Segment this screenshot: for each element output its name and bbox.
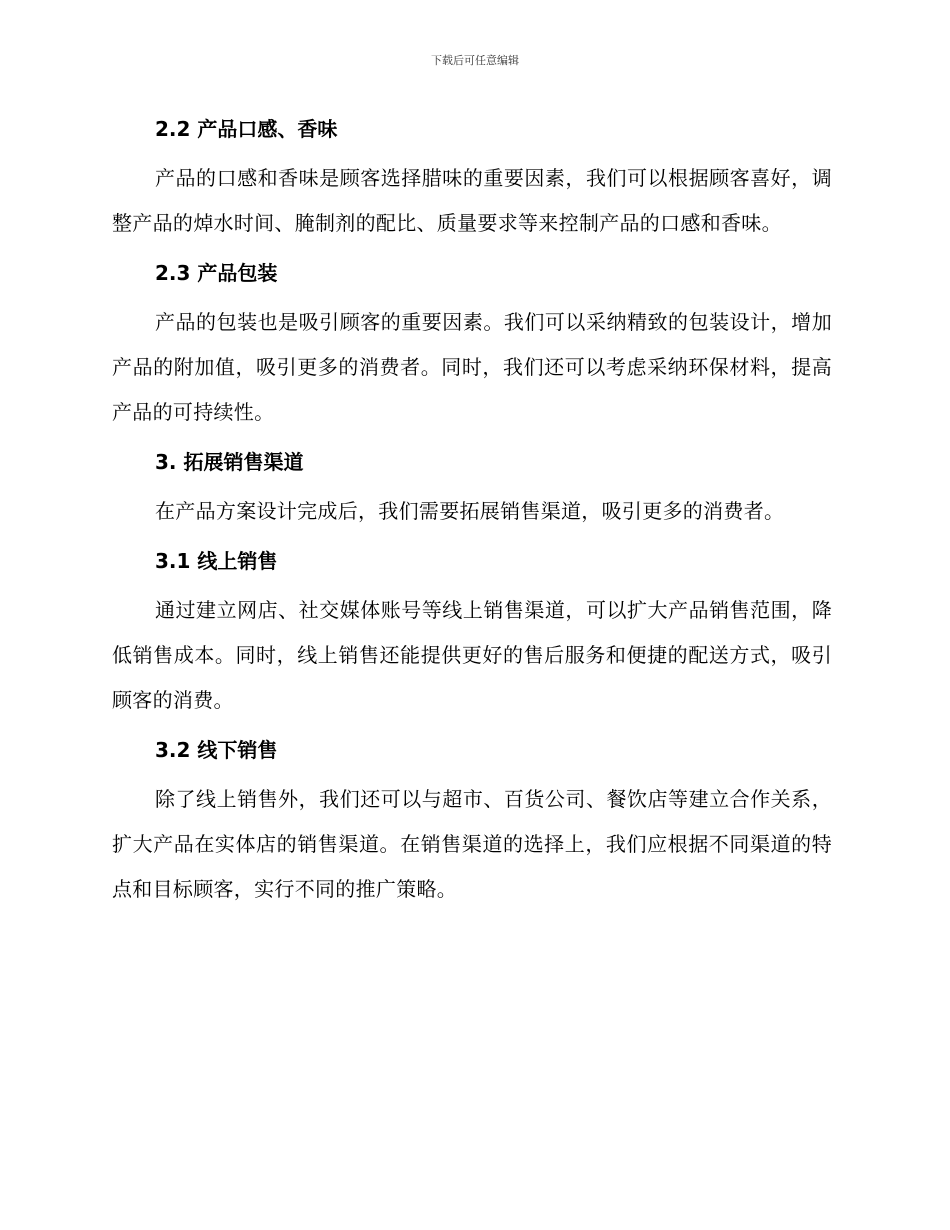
section-3-2 [112,735,832,912]
section-heading: 2.2 产品口感、香味 [155,117,338,141]
section-paragraph: 在产品方案设计完成后，我们需要拓展销售渠道，吸引更多的消费者。 [155,499,785,523]
section-3-1 [112,546,832,723]
section-paragraph: 产品的口感和香味是顾客选择腊味的重要因素，我们可以根据顾客喜好，调整产品的焯水时间、腌制剂的配比、质量要求等来控制产品的口感和香味。 [112,166,832,235]
section-heading: 3.1 线上销售 [155,549,278,573]
section-heading: 2.3 产品包装 [155,261,278,285]
section-paragraph: 通过建立网店、社交媒体账号等线上销售渠道，可以扩大产品销售范围，降低销售成本。同时，线上销售还能提供更好的售后服务和便捷的配送方式，吸引顾客的消费。 [112,598,832,712]
section-2-3 [112,258,832,435]
page-header: 下载后可任意编辑 [431,54,519,67]
section-paragraph: 除了线上销售外，我们还可以与超市、百货公司、餐饮店等建立合作关系，扩大产品在实体店的销售渠道。在销售渠道的选择上，我们应根据不同渠道的特点和目标顾客，实行不同的推广策略。 [112,787,832,901]
section-2-2 [112,114,832,246]
section-3 [112,447,832,534]
section-paragraph: 产品的包装也是吸引顾客的重要因素。我们可以采纳精致的包装设计，增加产品的附加值，吸引更多的消费者。同时，我们还可以考虑采纳环保材料，提高产品的可持续性。 [112,310,832,424]
section-heading: 3.2 线下销售 [155,738,278,762]
section-heading: 3. 拓展销售渠道 [155,450,304,474]
document-body [112,114,832,924]
